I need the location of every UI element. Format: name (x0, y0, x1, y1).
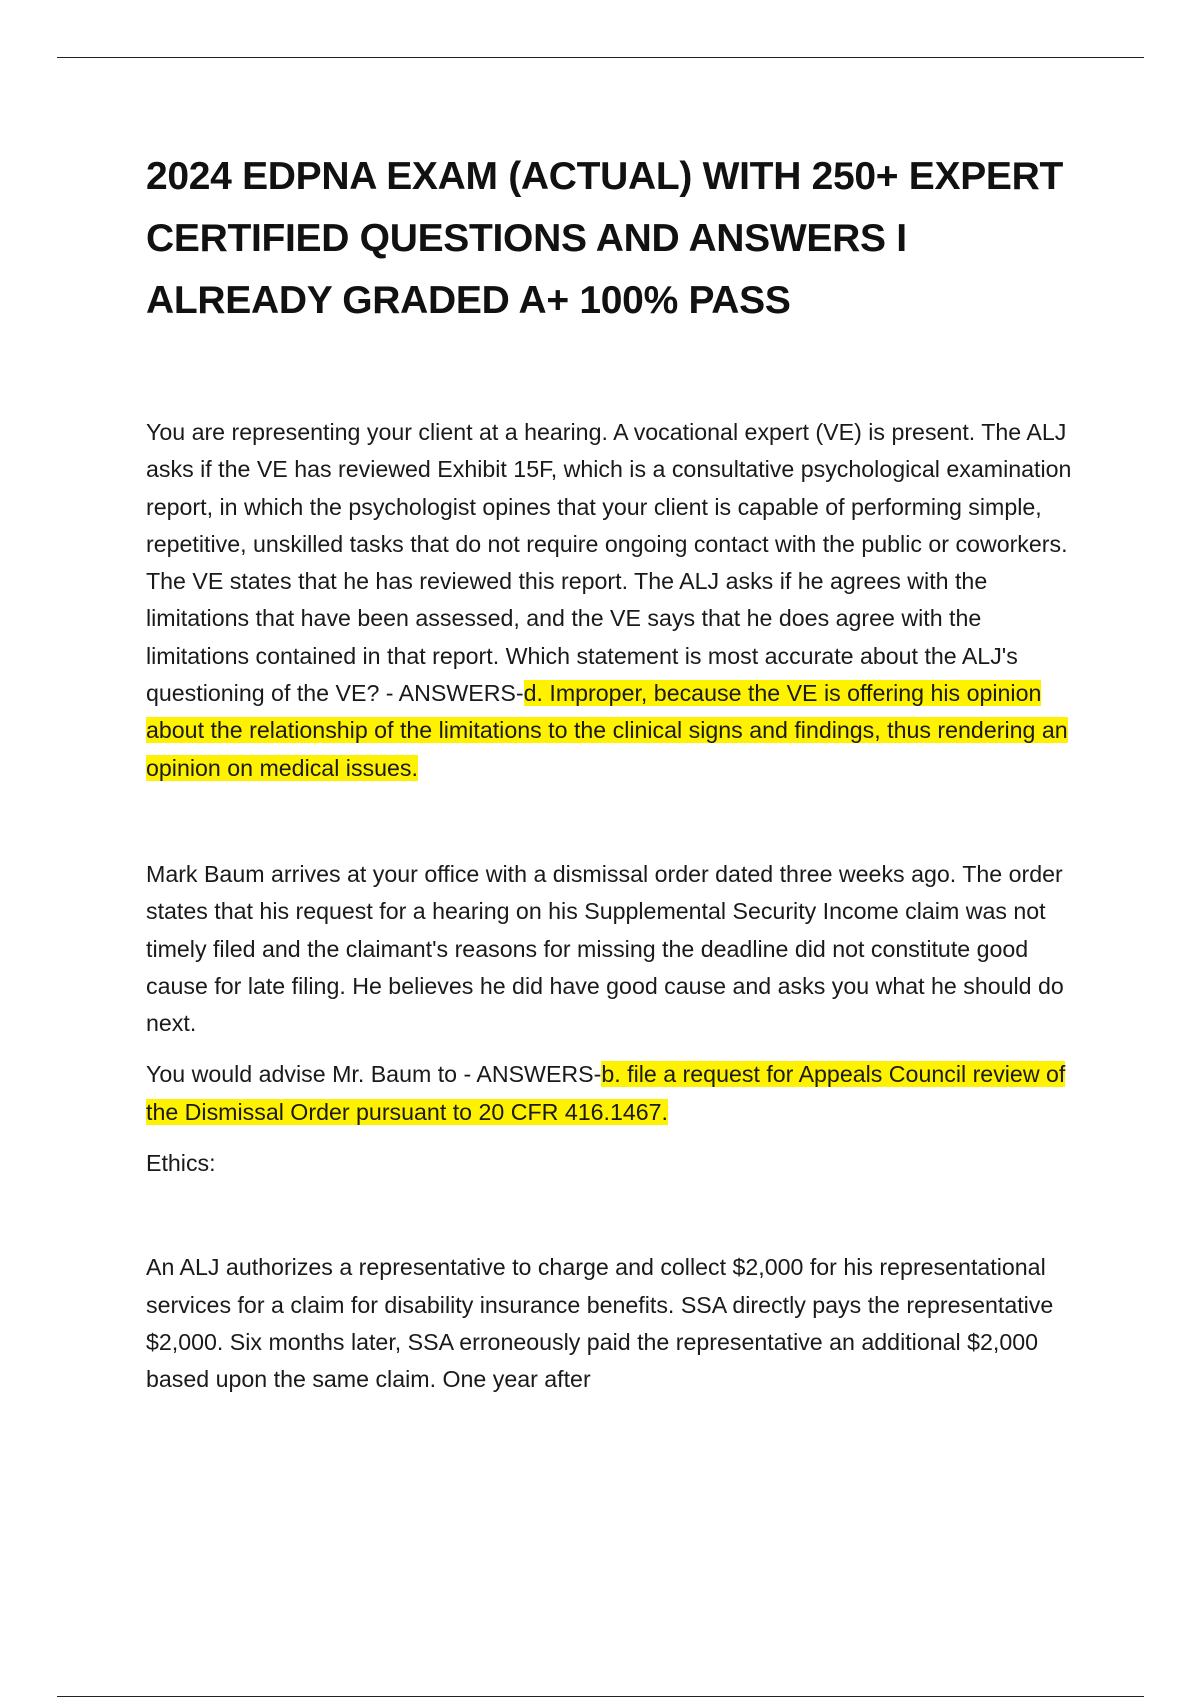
question-1-text: You are representing your client at a hearing. A vocational expert (VE) is present. The ALJ asks if the VE has reviewed Exhibit 15F, which is a consultative psychological examination report, in which the psychologist opines that your client is capable of performing simple, repetitive, unskilled tasks that do not require ongoing contact with the public or coworkers. The VE states that he has reviewed this report. The ALJ asks if he agrees with the limitations that have been assessed, and the VE says that he does agree with the limitations contained in that report. Which statement is most accurate about the ALJ's questioning of the VE? - ANSWERS- (146, 419, 1072, 707)
bottom-rule (57, 1696, 1144, 1697)
question-1 (146, 414, 1086, 787)
question-1-answer-highlight: d. Improper, because the VE is offering his opinion about the relationship of the limitations to the clinical signs and findings, thus rendering an opinion on medical issues. (146, 680, 1068, 781)
top-rule (57, 57, 1144, 58)
document-page (146, 146, 1086, 1399)
question-2 (146, 1056, 1086, 1131)
question-3: An ALJ authorizes a representative to charge and collect $2,000 for his representational services for a claim for disability insurance benefits. SSA directly pays the representative $2,000. Six months later, SSA erroneously paid the representative an additional $2,000 based upon the same claim. One year after (146, 1254, 1054, 1393)
question-2-text: You would advise Mr. Baum to - ANSWERS- (146, 1061, 602, 1088)
question-2-answer-highlight: b. file a request for Appeals Council review of the Dismissal Order pursuant to 20 CFR 416.1467. (146, 1061, 1066, 1125)
document-title: 2024 EDPNA EXAM (ACTUAL) WITH 250+ EXPERT CERTIFIED QUESTIONS AND ANSWERS I ALREADY GRADED A+ 100% PASS (146, 155, 1064, 322)
section-heading-ethics: Ethics: (146, 1150, 216, 1177)
question-2-scenario: Mark Baum arrives at your office with a dismissal order dated three weeks ago. The order states that his request for a hearing on his Supplemental Security Income claim was not timely filed and the claimant's reasons for missing the deadline did not constitute good cause for late filing. He believes he did have good cause and asks you what he should do next. (146, 860, 1064, 1037)
